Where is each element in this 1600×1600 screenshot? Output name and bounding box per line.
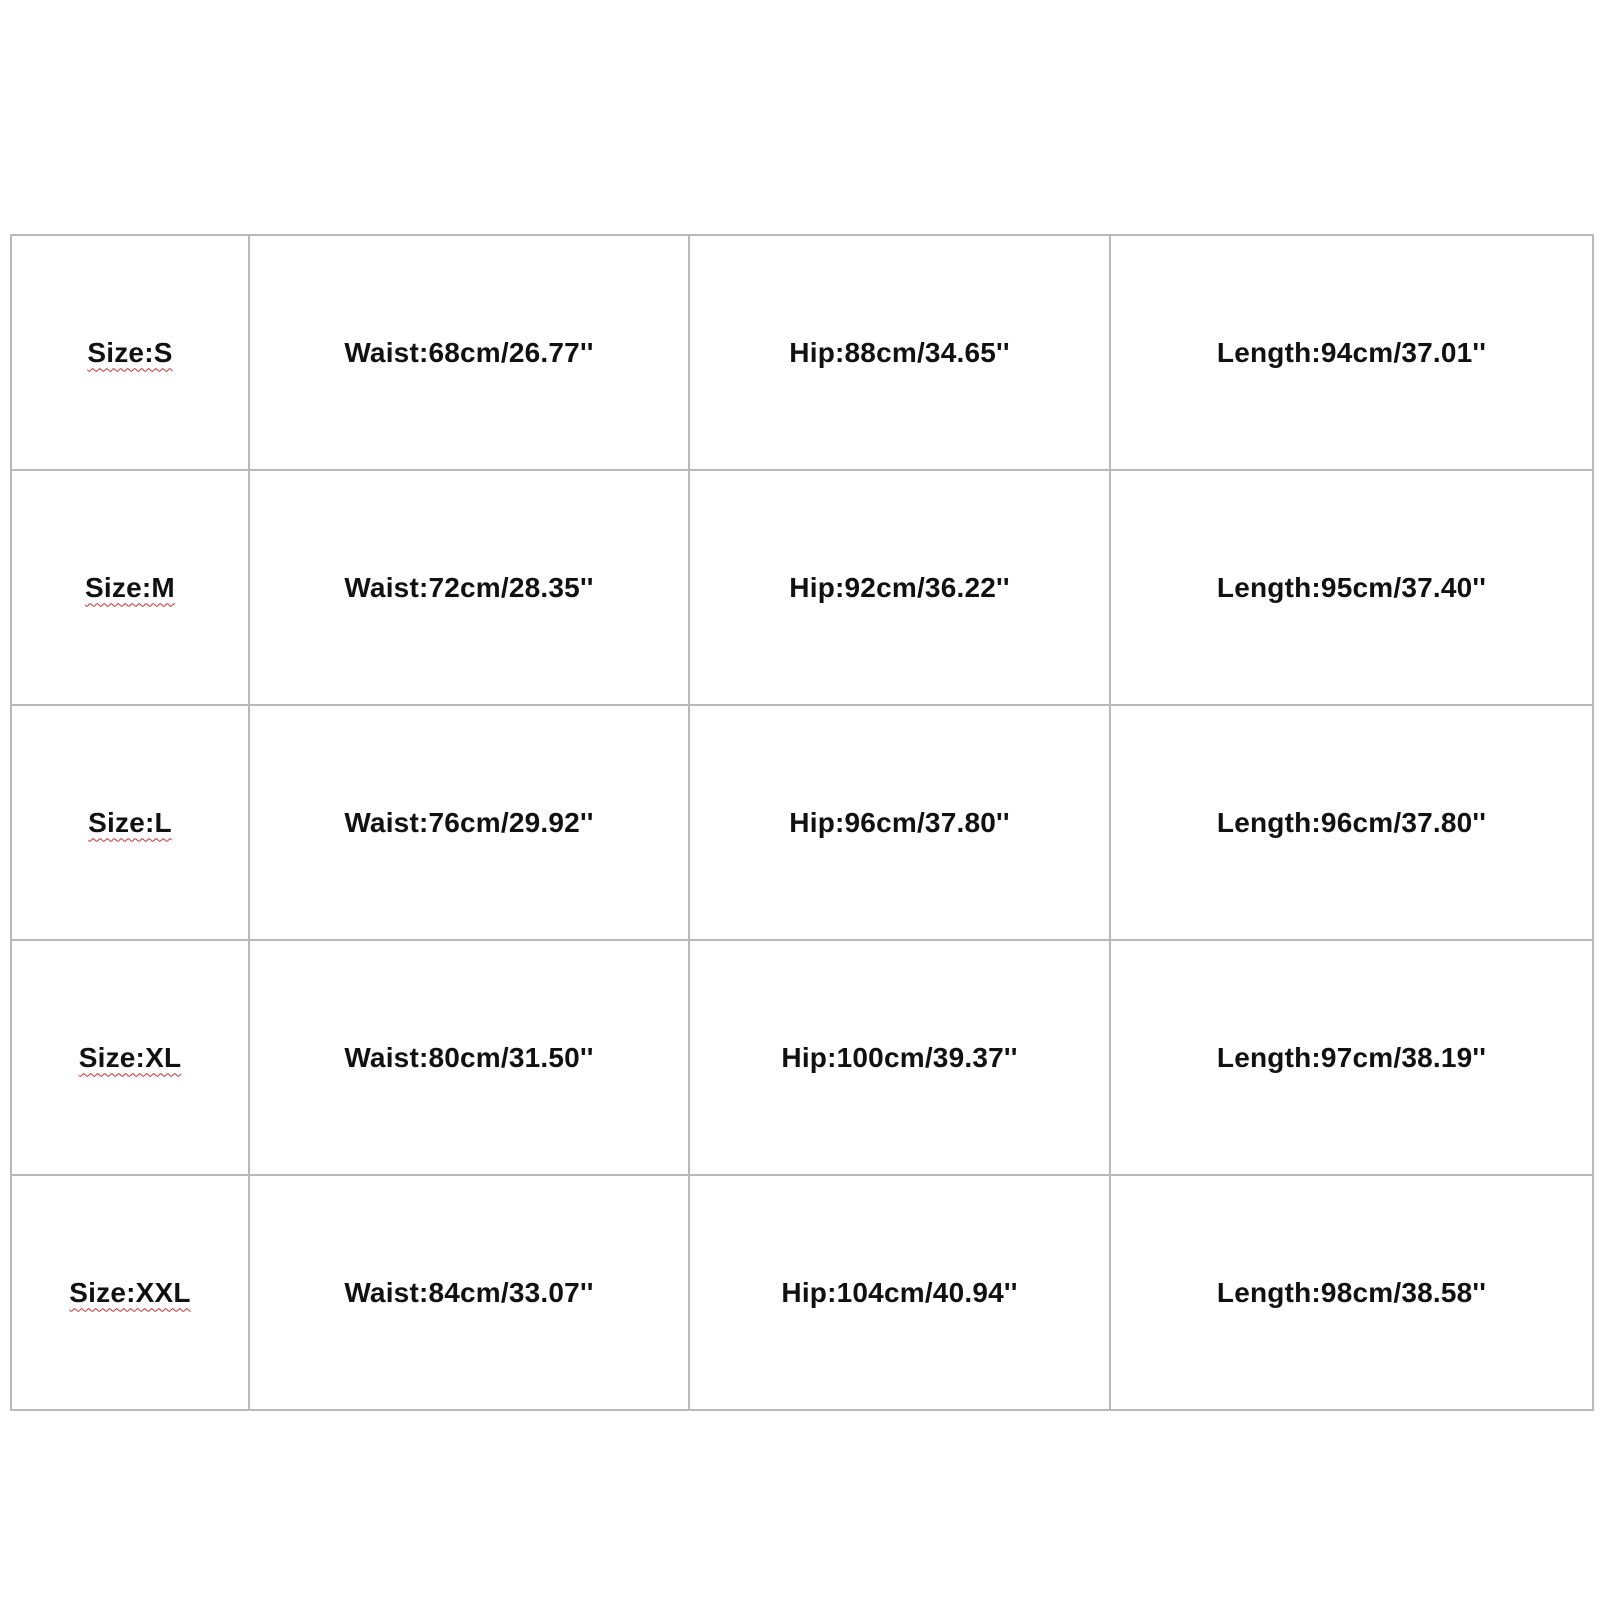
length-cell: Length:95cm/37.40'' — [1110, 470, 1593, 705]
length-cell: Length:98cm/38.58'' — [1110, 1175, 1593, 1410]
length-cell: Length:97cm/38.19'' — [1110, 940, 1593, 1175]
size-chart-table — [10, 234, 1594, 1411]
waist-cell: Waist:76cm/29.92'' — [249, 705, 689, 940]
length-cell: Length:96cm/37.80'' — [1110, 705, 1593, 940]
waist-cell: Waist:72cm/28.35'' — [249, 470, 689, 705]
size-cell — [11, 705, 249, 940]
table-row — [11, 470, 1593, 705]
hip-cell: Hip:92cm/36.22'' — [689, 470, 1110, 705]
hip-cell: Hip:96cm/37.80'' — [689, 705, 1110, 940]
size-cell — [11, 235, 249, 470]
table-row — [11, 705, 1593, 940]
size-label: Size:S — [87, 336, 173, 368]
waist-cell: Waist:68cm/26.77'' — [249, 235, 689, 470]
size-cell — [11, 1175, 249, 1410]
hip-cell: Hip:88cm/34.65'' — [689, 235, 1110, 470]
table-row — [11, 1175, 1593, 1410]
table-row — [11, 940, 1593, 1175]
size-label: Size:M — [85, 571, 175, 603]
size-label: Size:XL — [78, 1041, 182, 1073]
size-label: Size:XXL — [69, 1276, 191, 1308]
waist-cell: Waist:84cm/33.07'' — [249, 1175, 689, 1410]
size-cell — [11, 470, 249, 705]
size-cell — [11, 940, 249, 1175]
hip-cell: Hip:100cm/39.37'' — [689, 940, 1110, 1175]
waist-cell: Waist:80cm/31.50'' — [249, 940, 689, 1175]
length-cell: Length:94cm/37.01'' — [1110, 235, 1593, 470]
hip-cell: Hip:104cm/40.94'' — [689, 1175, 1110, 1410]
size-label: Size:L — [88, 806, 172, 838]
table-row — [11, 235, 1593, 470]
